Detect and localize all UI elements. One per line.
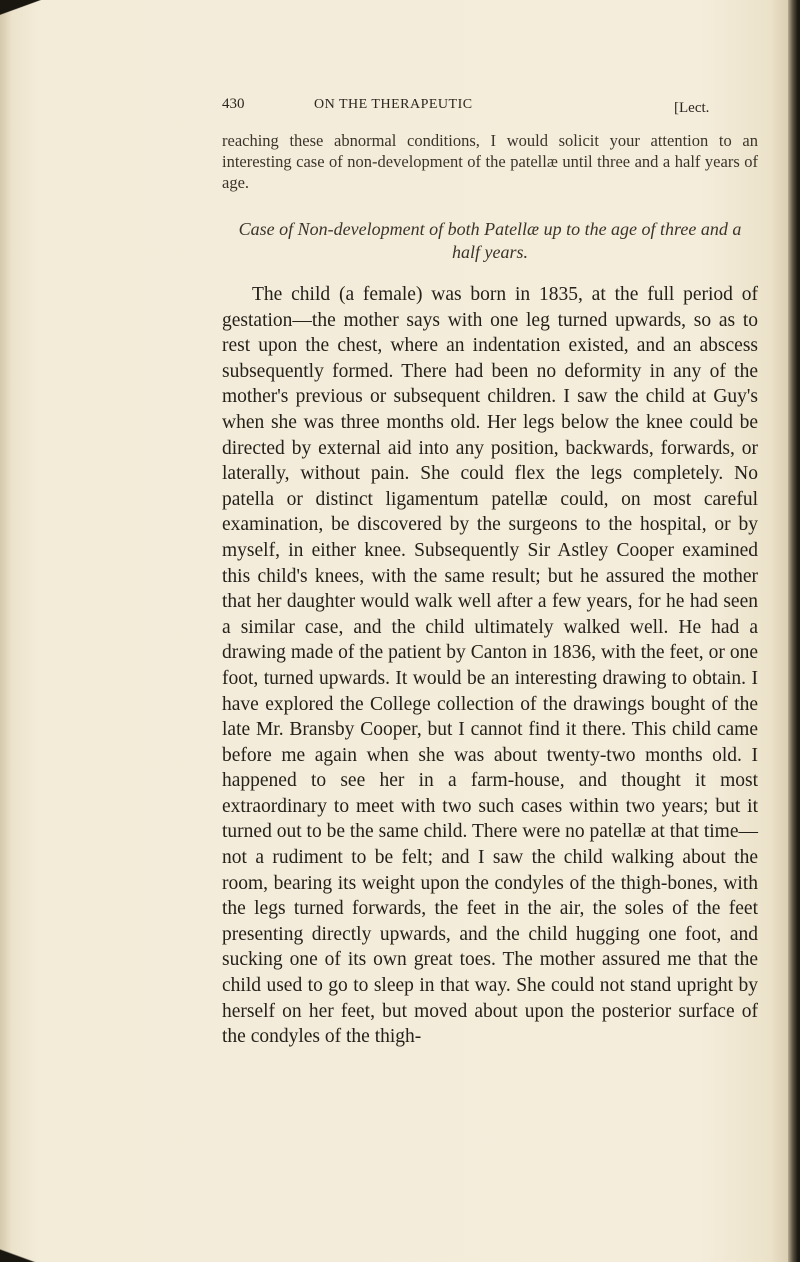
page-spine-shadow	[0, 0, 12, 1262]
page-edge-right	[788, 0, 800, 1262]
page-number: 430	[222, 96, 245, 112]
case-body-paragraph: The child (a female) was born in 1835, at the full period of gestation—the mother says with one leg turned upwards, so as to rest upon the chest, where an indentation existed, and an abscess subsequently formed. There had been no deformity in any of the mother's previous or subsequent children. I saw the child at Guy's when she was three months old. Her legs below the knee could be directed by external aid into any position, backwards, forwards, or laterally, without pain. She could flex the legs completely. No patella or distinct ligamentum patellæ could, on most careful examination, be discovered by the surgeons to the hospital, or by myself, in either knee. Subsequently Sir Astley Cooper examined this child's knees, with the same result; but he assured the mother that her daughter would walk well after a few years, for he had seen a similar case, and the child ultimately walked well. He had a drawing made of the patient by Canton in 1836, with the feet, or one foot, turned upwards. It would be an interesting drawing to obtain. I have explored the College collection of the drawings bought of the late Mr. Bransby Cooper, but I cannot find it there. This child came before me again when she was about twenty-two months old. I happened to see her in a farm-house, and thought it most extraordinary to meet with two such cases within two years; but it turned out to be the same child. There were no patellæ at that time—not a rudiment to be felt; and I saw the child walking about the room, bearing its weight upon the condyles of the thigh-bones, with the legs turned forwards, the feet in the air, the soles of the feet presenting directly upwards, and the child hugging one foot, and sucking one of its own great toes. The mother assured me that the child used to go to sleep in that way. She could not stand upright by herself on her feet, but moved about upon the posterior surface of the condyles of the thigh-	[222, 284, 758, 1048]
case-heading: Case of Non-development of both Patellæ up to the age of three and a half years.	[238, 219, 742, 262]
running-header-right: [Lect.	[674, 100, 710, 116]
page-corner-shadow-top	[0, 0, 60, 26]
page-text	[222, 130, 758, 1050]
intro-paragraph: reaching these abnormal conditions, I would solicit your attention to an interesting case of non-development of the patellæ until three and a half years of age.	[222, 131, 758, 192]
running-header	[222, 96, 762, 120]
page-corner-shadow-bottom	[0, 1240, 70, 1262]
running-title: ON THE THERAPEUTIC	[314, 97, 473, 112]
